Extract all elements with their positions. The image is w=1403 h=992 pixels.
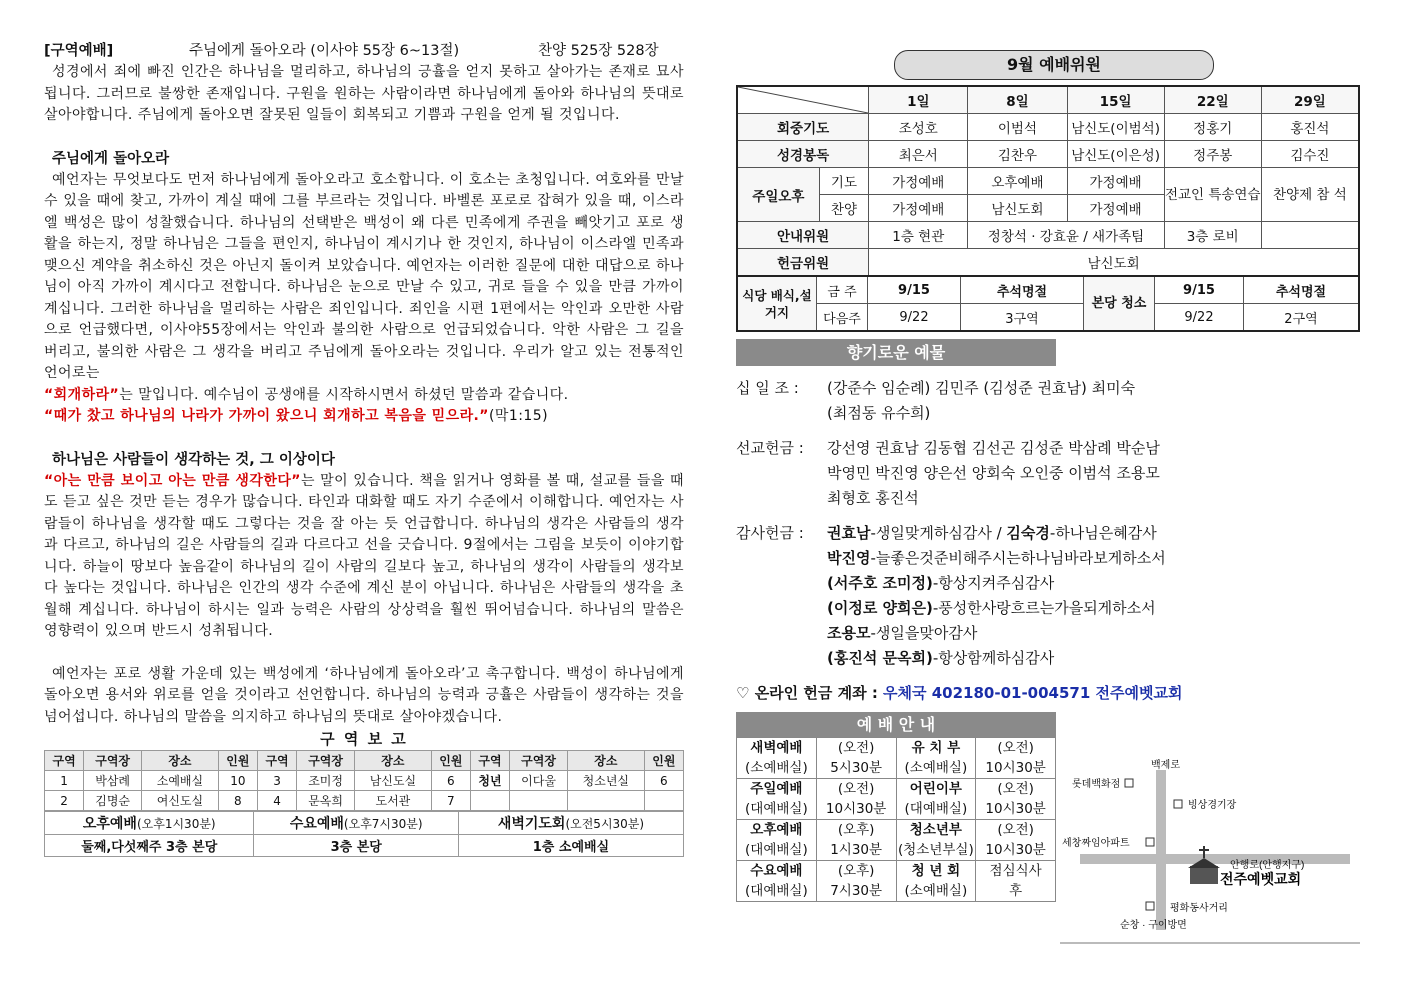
table-header-cell: 장소: [568, 751, 645, 771]
date-header: 1일: [869, 86, 968, 114]
table-cell: 8: [218, 791, 257, 811]
guide-cell: (오전) 10시30분: [976, 779, 1056, 820]
guide-cell: (오전) 10시30분: [816, 779, 896, 820]
table-header-cell: 장소: [142, 751, 219, 771]
date-header: 8일: [968, 86, 1067, 114]
table-cell: 박삼례: [84, 771, 142, 791]
guide-row: [737, 738, 1056, 779]
report-title: 구 역 보 고: [320, 730, 408, 748]
table-cell: 4: [257, 791, 296, 811]
table-header-cell: 인원: [218, 751, 257, 771]
offering-row: 선교헌금 : 강선영 권효남 김동협 김선곤 김성준 박삼례 박순남 박영민 박진영 양은선 양회숙 오인중 이범석 조용모 최형호 홍진석: [736, 439, 1160, 507]
table-cell: 3: [257, 771, 296, 791]
guide-cell: (오전) 10시30분: [976, 738, 1056, 779]
church-map: [1060, 746, 1360, 944]
service-name: 오후예배(오후1시30분): [45, 812, 254, 835]
table-cell: 여신도실: [142, 791, 219, 811]
table-cell: 2: [45, 791, 84, 811]
table-cell: 청소년실: [568, 771, 645, 791]
guide-cell: 어린이부 (대예배실): [896, 779, 976, 820]
table-header-row: [45, 751, 684, 771]
table-cell: [568, 791, 645, 811]
date-header: 15일: [1067, 86, 1164, 114]
table-cell: 7: [431, 791, 470, 811]
thanks-item: (이정로 양희은)-풍성한사랑흐르는가을되게하소서: [827, 599, 1156, 617]
table-header-cell: 인원: [431, 751, 470, 771]
table-header-cell: 인원: [644, 751, 683, 771]
guide-cell: 수요예배 (대예배실): [737, 861, 817, 902]
table-cell: [470, 791, 509, 811]
table-cell: 10: [218, 771, 257, 791]
sermon-title: 주님에게 돌아오라: [189, 42, 306, 59]
guide-row: [737, 779, 1056, 820]
thanks-item: 권효남-생일맞게하심감사 / 김숙경-하나님은혜감사: [827, 524, 1157, 542]
table-header-cell: 구역장: [84, 751, 142, 771]
afternoon-prayer-row: 주일오후 기도 가정예배 오후예배 가정예배 전교인 특송연습 찬양제 참 석: [737, 168, 1359, 195]
prayer-row: 회중기도 조성호 이범석 남신도(이범석) 정홍기 홍진석: [737, 114, 1359, 141]
sermon-column: [44, 38, 684, 857]
table-row: [45, 771, 684, 791]
map-label: 세창짜임아파트: [1062, 838, 1130, 849]
table-cell: 도서관: [355, 791, 432, 811]
sermon-header: [44, 38, 684, 60]
thanks-item: (서주호 조미정)-항상지켜주심감사: [827, 574, 1055, 592]
table-header-cell: 구역장: [510, 751, 568, 771]
thanks-item: (홍진석 문옥희)-항상함께하심감사: [827, 649, 1055, 667]
reading-row: 성경봉독 최은서 김찬우 남신도(이은성) 정주봉 김수진: [737, 141, 1359, 168]
guide-row: [737, 861, 1056, 902]
table-cell: [644, 791, 683, 811]
table-cell: 1: [45, 771, 84, 791]
usher-row: 안내위원 1층 현관 정창석 · 강효윤 / 새가족팀 3층 로비: [737, 222, 1359, 249]
section2-paragraph: “아는 만큼 보이고 아는 만큼 생각한다”는 말이 있습니다. 책을 읽거나 영화를 볼 때, 설교를 들을 때도 듣고 싶은 것만 듣는 경우가 많습니다. 타인과 대화할 때도 자기 수준에서 이해합니다. 예언자는 사람들이 하나님을 생각할 때도 그렇다는 것을 잘 아는 듯 언급합니다. 하나님의 생각은 사람들의 생각과 다르고, 하나님의 길은 사람들의 길과 다르다고 선을 긋습니다. 9절에서는 그림을 보듯이 이야기합니다. 하늘이 땅보다 높음같이 하나님의 길이 사람의 길보다 높고, 하나님의 생각이 사람들의 생각보다 높다는 것입니다. 하나님은 인간의 생각 수준에 계신 분이 아닙니다. 하나님은 사람들의 생각을 초월해 계십니다. 하나님이 하시는 일과 능력은 사람의 상상력을 훨씬 뛰어넘습니다. 하나님의 말씀은 영향력이 있으며 반드시 성취됩니다.: [44, 472, 684, 639]
map-label: 평화동사거리: [1170, 903, 1228, 914]
red-verse: “때가 찼고 하나님의 나라가 가까이 왔으니 회개하고 복음을 믿으라.”: [44, 408, 489, 424]
offering-row: 십 일 조 : (강준수 임순례) 김민주 (김성준 권효남) 최미숙 (최점동 유수희): [736, 379, 1136, 422]
service-name: 새벽기도회(오전5시30분): [458, 812, 683, 835]
table-header-cell: 구역: [257, 751, 296, 771]
afternoon-praise-row: 찬양 가정예배 남신도회 가정예배: [737, 195, 1359, 222]
map-label: 롯데백화점: [1072, 779, 1121, 790]
map-label: 빙상경기장: [1188, 800, 1237, 811]
hymn-numbers: 찬양 525장 528장: [538, 42, 659, 59]
map-church-name: 전주예벳교회: [1220, 871, 1302, 887]
table-row: [45, 791, 684, 811]
guide-cell: 주일예배 (대예배실): [737, 779, 817, 820]
table-cell: 6: [431, 771, 470, 791]
group-report-table: [44, 750, 684, 811]
intro-paragraph: 성경에서 죄에 빠진 인간은 하나님을 멀리하고, 하나님의 긍휼을 얻지 못하고 살아가는 존재로 묘사됩니다. 그러므로 불쌍한 존재입니다. 구원을 원하는 사람이라면 하나님에게 돌아와 하나님의 뜻대로 살아야합니다. 주님에게 돌아오면 잘못된 일들이 회복되고 기쁨과 구원을 얻게 될 것입니다.: [44, 64, 684, 123]
thanks-offering: 감사헌금 : 권효남-생일맞게하심감사 / 김숙경-하나님은혜감사 박진영-늘좋은것준비해주시는하나님바라보게하소서 (서주호 조미정)-항상지켜주심감사 (이정로 양희은)-풍성한사랑흐르는가을되게하소서 조용모-생일을맞아감사 (홍진석 문옥희)-항상함께하심감사: [736, 521, 1360, 671]
service-times-table: [44, 811, 684, 857]
meal-cleaning-table: 식당 배식,설거지 금 주 9/15 추석명절 본당 청소 9/15 추석명절 다음주 9/22 3구역 9/22 2구역: [736, 275, 1360, 332]
red-quote: “회개하라”: [44, 386, 120, 403]
service-place: 1층 소예배실: [458, 835, 683, 857]
table-header-cell: 구역장: [297, 751, 355, 771]
guide-cell: (오후) 1시30분: [816, 820, 896, 861]
guide-cell: 오후예배 (대예배실): [737, 820, 817, 861]
offering-list: [736, 376, 1360, 706]
section1-paragraph: 예언자는 무엇보다도 먼저 하나님에게 돌아오라고 호소합니다. 이 호소는 초청입니다. 여호와를 만날 수 있을 때에 찾고, 가까이 계실 때에 그를 부르라는 것입니다. 바벨론 포로로 잡혀가 있을 때, 이스라엘 백성은 많이 성찰했습니다. 하나님의 선택받은 백성이 왜 다른 민족에게 주권을 빼앗기고 포로 생활을 하는지, 정말 하나님은 그들을 편인지, 하나님이 계시기나 한 것인지, 하나님이 이스라엘 민족과 맺으신 계약을 취소하신 것은 아닌지 돌이켜 보았습니다. 예언자는 이러한 질문에 대한 대답으로 하나님이 아직 가까이 계시다고 전합니다. 하나님은 눈으로 만날 수 있고, 귀로 들을 수 있을 만큼 가까이 계십니다. 그러한 하나님을 멀리하는 사람은 죄인입니다. 죄인을 시편 1편에서는 악인과 오만한 사람으로 언급했다면, 이사야55장에서는 악인과 불의한 사람으로 언급되었습니다. 악한 사람은 그 길을 버리고, 불의한 사람은 그 생각을 버리고 주님에게 돌아오라는 것입니다. 우리가 알고 있는 전통적인 언어로는 “회개하라”는 말입니다. 예수님이 공생애를 시작하시면서 하셨던 말씀과 같습니다. “때가 찼고 하나님의 나라가 가까이 왔으니 회개하고 복음을 믿으라.”(막1:15): [44, 171, 684, 424]
table-cell: 6: [644, 771, 683, 791]
heart-outline-icon: ♡: [736, 684, 750, 702]
map-label: 백제로: [1151, 760, 1180, 771]
thanks-item: 박진영-늘좋은것준비해주시는하나님바라보게하소서: [827, 549, 1166, 567]
duty-title: 9월 예배위원: [894, 50, 1214, 80]
guide-cell: 유 치 부 (소예배실): [896, 738, 976, 779]
duty-roster-table: [736, 85, 1360, 277]
guide-cell: (오전) 10시30분: [976, 820, 1056, 861]
table-header-cell: 장소: [355, 751, 432, 771]
service-place: 3층 본당: [254, 835, 458, 857]
offering-usher-row: 헌금위원 남신도회: [737, 249, 1359, 277]
table-cell: 조미정: [297, 771, 355, 791]
date-header: 22일: [1164, 86, 1261, 114]
table-cell: 남신도실: [355, 771, 432, 791]
closing-paragraph: 예언자는 포로 생활 가운데 있는 백성에게 ‘하나님에게 돌아오라’고 촉구합니다. 백성이 하나님에게 돌아오면 용서와 위로를 얻을 것이라고 선언합니다. 하나님의 능력과 긍휼은 사람들이 생각하는 것을 넘어섭니다. 하나님의 말씀을 의지하고 하나님의 뜻대로 살아야겠습니다.: [44, 665, 684, 725]
map-label: 안행로(안행지구): [1230, 860, 1305, 871]
guide-cell: 점심식사 후: [976, 861, 1056, 902]
table-header-cell: 구역: [45, 751, 84, 771]
table-header-cell: 구역: [470, 751, 509, 771]
diagonal-cell: [737, 86, 869, 114]
guide-cell: (오전) 5시30분: [816, 738, 896, 779]
table-cell: [510, 791, 568, 811]
red-quote: “아는 만큼 보이고 아는 만큼 생각한다”: [44, 472, 301, 489]
section1-heading: 주님에게 돌아오라: [52, 150, 170, 167]
church-icon: [1188, 846, 1220, 884]
guide-cell: 청 년 회 (소예배실): [896, 861, 976, 902]
table-cell: 이다울: [510, 771, 568, 791]
table-cell: 소예배실: [142, 771, 219, 791]
worship-guide-table: [736, 737, 1056, 902]
map-label: 순창 · 구이방면: [1120, 920, 1187, 931]
guide-row: [737, 820, 1056, 861]
offering-title: 향기로운 예물: [736, 339, 1056, 366]
service-name: 수요예배(오후7시30분): [254, 812, 458, 835]
online-account: ♡ 온라인 헌금 계좌 : 우체국 402180-01-004571 전주예벳교회: [736, 684, 1183, 702]
table-cell: 김명순: [84, 791, 142, 811]
guide-cell: 청소년부 (청소년부실): [896, 820, 976, 861]
guide-cell: (오후) 7시30분: [816, 861, 896, 902]
section-label: [구역예배]: [44, 42, 114, 59]
scripture-ref: (이사야 55장 6~13절): [310, 42, 460, 59]
date-header: 29일: [1261, 86, 1359, 114]
service-place: 둘째,다섯째주 3층 본당: [45, 835, 254, 857]
section2-heading: 하나님은 사람들이 생각하는 것, 그 이상이다: [52, 451, 335, 468]
guide-title: 예 배 안 내: [736, 712, 1056, 737]
thanks-item: 조용모-생일을맞아감사: [827, 624, 978, 642]
guide-cell: 새벽예배 (소예배실): [737, 738, 817, 779]
table-cell: 문옥희: [297, 791, 355, 811]
table-cell: 청년: [470, 771, 509, 791]
